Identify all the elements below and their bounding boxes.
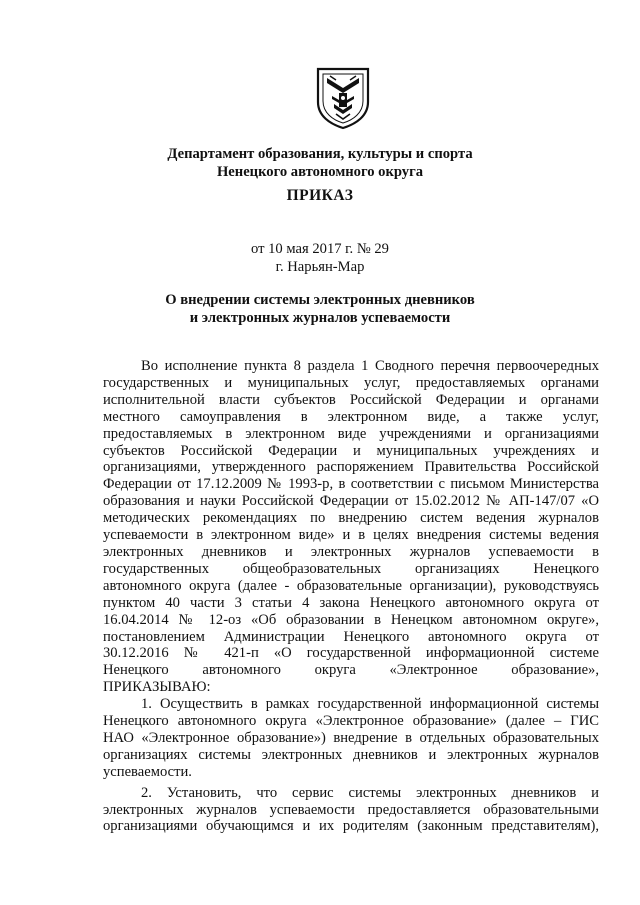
preamble-line: пунктом 40 части 3 статьи 4 закона Ненецкого автономного округа от bbox=[103, 594, 599, 611]
preamble-line: постановлением Администрации Ненецкого автономного округа от bbox=[103, 628, 599, 645]
preamble-line: 16.04.2014 № 12-оз «Об образовании в Ненецком автономном округе», bbox=[103, 611, 599, 628]
order-title-line2: и электронных журналов успеваемости bbox=[189, 310, 451, 326]
preamble-line: электронных дневников и электронных журналов успеваемости в bbox=[103, 543, 599, 560]
item2-line: 2. Установить, что сервис системы электронных дневников и bbox=[141, 784, 599, 801]
item1-line: 1. Осуществить в рамках государственной информационной системы bbox=[141, 696, 599, 713]
preamble-line: методических рекомендациях по внедрению систем ведения журналов bbox=[103, 510, 599, 527]
preamble-line: исполнительной власти субъектов Российской Федерации и органами bbox=[103, 391, 599, 408]
preamble-line: 30.12.2016 № 421-п «О государственной информационной системе bbox=[103, 645, 599, 662]
item1-line: Ненецкого автономного округа «Электронное образование» (далее – ГИС bbox=[103, 713, 599, 730]
department-name-line2: Ненецкого автономного округа bbox=[216, 164, 424, 180]
item1-line: НАО «Электронное образование») внедрение в отдельных образовательных bbox=[103, 729, 599, 746]
order-body bbox=[103, 358, 599, 835]
preamble-line: образования и науки Российской Федерации от 15.02.2012 № АП-147/07 «О bbox=[103, 493, 599, 510]
preamble-line: государственных и муниципальных услуг, предоставляемых органами bbox=[103, 374, 599, 391]
preamble-line: Ненецкого автономного округа «Электронное образование», bbox=[103, 662, 599, 679]
preamble-line: автономного округа (далее - образовательные организации), руководствуясь bbox=[103, 577, 599, 594]
item2-line: электронных журналов успеваемости предоставляется образовательными bbox=[103, 801, 599, 818]
order-title-line1: О внедрении системы электронных дневников bbox=[165, 292, 475, 308]
preamble-line: субъектов Российской Федерации и муниципальных учреждениях и bbox=[103, 442, 599, 459]
preamble-line: государственных общеобразовательных организациях Ненецкого bbox=[103, 560, 599, 577]
preamble-line: предоставляемых в электронном виде учреждениями и организациями bbox=[103, 425, 599, 442]
preamble-line: Федерации от 17.12.2009 № 1993-р, в соответствии с письмом Министерства bbox=[103, 476, 599, 493]
document-type: ПРИКАЗ bbox=[286, 187, 354, 204]
item1-line: успеваемости. bbox=[103, 763, 192, 780]
department-name-line1: Департамент образования, культуры и спорта bbox=[167, 146, 473, 162]
item1-line: организациях системы электронных дневников и электронных журналов bbox=[103, 746, 599, 763]
item2-line: организациями обучающимся и их родителям (законным представителям), bbox=[103, 818, 599, 835]
order-date-number: от 10 мая 2017 г. № 29 bbox=[251, 241, 389, 257]
preamble-line: организациями, утвержденного распоряжением Правительства Российской bbox=[103, 459, 599, 476]
preamble-line: местного самоуправления в электронном виде, а также услуг, bbox=[103, 408, 599, 425]
preamble-line: ПРИКАЗЫВАЮ: bbox=[103, 679, 211, 696]
coat-of-arms-icon bbox=[314, 66, 372, 130]
preamble-line: Во исполнение пункта 8 раздела 1 Сводного перечня первоочередных bbox=[141, 358, 599, 374]
preamble-line: успеваемости в электронном виде» и в целях внедрения системы ведения bbox=[103, 527, 599, 544]
order-city: г. Нарьян-Мар bbox=[275, 259, 365, 275]
